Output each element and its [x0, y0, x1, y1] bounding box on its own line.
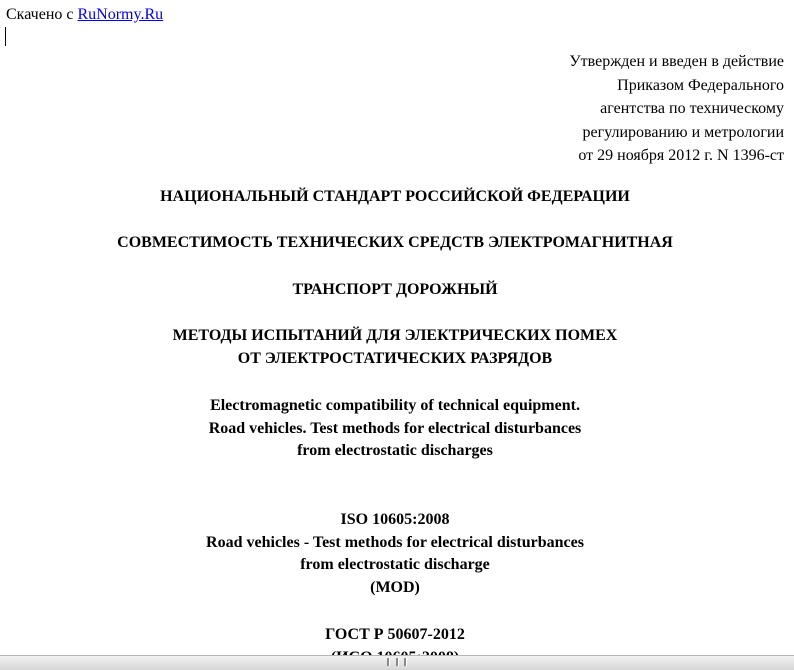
approval-line: Приказом Федерального	[617, 76, 784, 94]
iso-reference-block	[0, 509, 790, 599]
iso-reference-line: ISO 10605:2008	[340, 511, 450, 528]
approval-line: регулированию и метрологии	[582, 123, 784, 141]
english-title-line: Electromagnetic compatibility of technical equipment.	[210, 397, 580, 414]
source-link[interactable]: RuNormy.Ru	[77, 6, 164, 23]
bottom-splitter-bar[interactable]	[0, 655, 794, 670]
source-prefix: Скачено с	[6, 6, 78, 23]
compatibility-title	[0, 232, 790, 255]
methods-title-line: МЕТОДЫ ИСПЫТАНИЙ ДЛЯ ЭЛЕКТРИЧЕСКИХ ПОМЕХ	[172, 327, 618, 344]
text-caret	[5, 27, 6, 46]
transport-title	[0, 279, 790, 302]
approval-line: Утвержден и введен в действие	[569, 53, 784, 70]
english-title-line: from electrostatic discharges	[297, 442, 493, 459]
resize-grip-icon[interactable]	[387, 658, 407, 668]
grip-line	[404, 658, 407, 666]
approval-block	[384, 50, 784, 168]
transport-title-text: ТРАНСПОРТ ДОРОЖНЫЙ	[292, 281, 498, 298]
methods-title-line: ОТ ЭЛЕКТРОСТАТИЧЕСКИХ РАЗРЯДОВ	[237, 349, 553, 367]
iso-reference-line: Road vehicles - Test methods for electrical disturbances	[206, 533, 584, 551]
grip-line	[396, 658, 399, 666]
approval-line: от 29 ноября 2012 г. N 1396-ст	[578, 147, 784, 164]
english-title-line: Road vehicles. Test methods for electrical disturbances	[208, 419, 582, 437]
english-title	[0, 395, 790, 463]
iso-reference-line: from electrostatic discharge	[300, 556, 490, 573]
compatibility-title-text: СОВМЕСТИМОСТЬ ТЕХНИЧЕСКИХ СРЕДСТВ ЭЛЕКТРОМАГНИТНАЯ	[117, 234, 673, 251]
gost-number: ГОСТ Р 50607-2012	[325, 626, 465, 643]
source-line	[6, 5, 163, 25]
grip-line	[387, 658, 390, 666]
iso-reference-line: (MOD)	[370, 578, 420, 596]
national-standard-title	[0, 186, 790, 209]
national-standard-title-text: НАЦИОНАЛЬНЫЙ СТАНДАРТ РОССИЙСКОЙ ФЕДЕРАЦИИ	[160, 188, 630, 205]
methods-title	[0, 325, 790, 370]
approval-line: агентства по техническому	[600, 100, 784, 117]
